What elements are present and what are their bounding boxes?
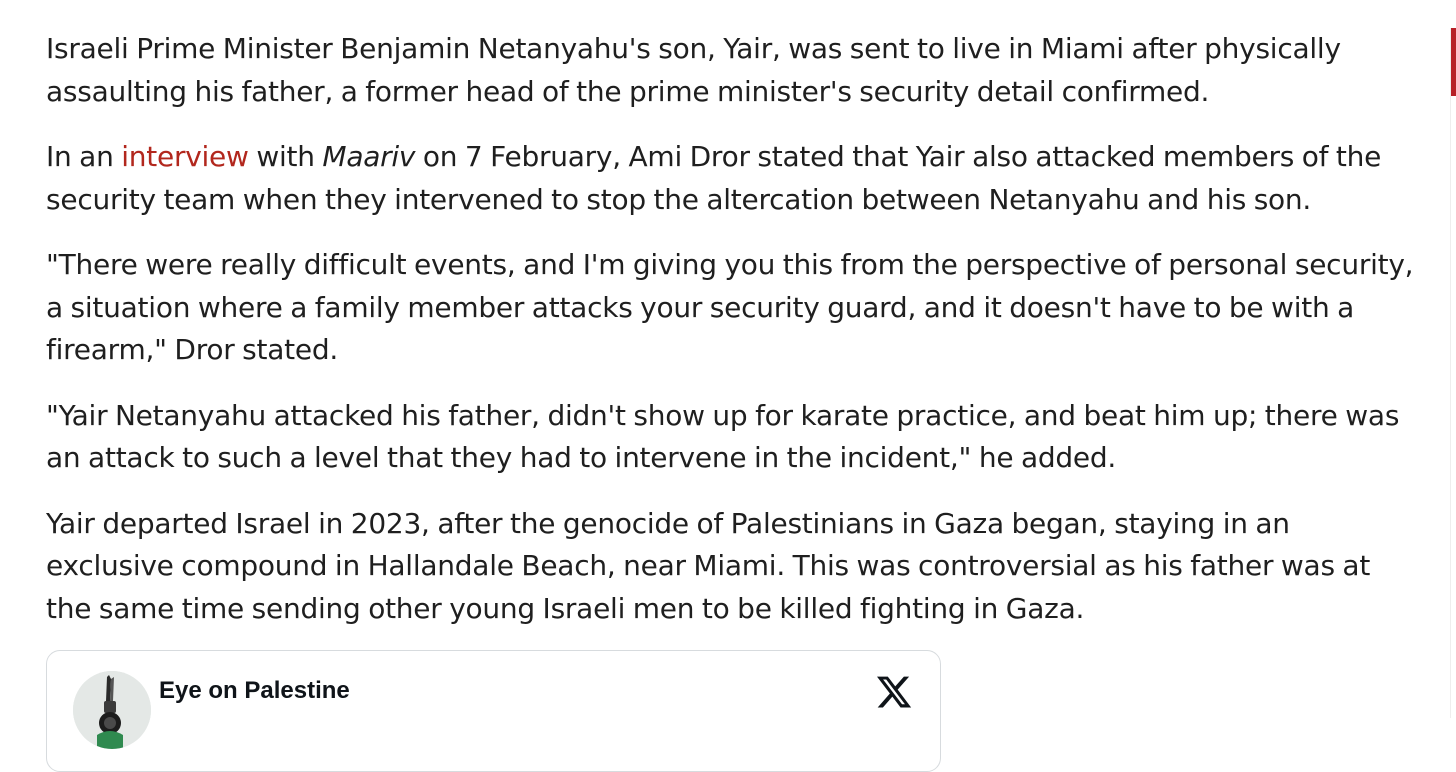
paragraph-5: Yair departed Israel in 2023, after the genocide of Palestinians in Gaza began, staying in an exclusive compound in Hallandale Beach, near Miami. This was controversial as his father was at the same time sending other young Israeli men to be killed fighting in Gaza. <box>46 506 1371 625</box>
paragraph-3: "There were really difficult events, and I'm giving you this from the perspective of personal security, a situation where a family member attacks your security guard, and it doesn't have to be with a firearm," Dror stated. <box>46 248 1414 366</box>
article-body <box>46 28 1416 653</box>
paragraph-1: Israeli Prime Minister Benjamin Netanyahu's son, Yair, was sent to live in Miami after physically assaulting his father, a former head of the prime minister's security detail confirmed. <box>46 32 1341 108</box>
paragraph-2-rest: on 7 February, Ami Dror stated that Yair also attacked members of the security team when they intervened to stop the altercation between Netanyahu and his son. <box>46 140 1382 216</box>
publication-name: Maariv <box>322 140 416 173</box>
scrollbar-track[interactable] <box>1450 28 1451 718</box>
account-name[interactable]: Eye on Palestine <box>159 677 350 704</box>
paragraph-2-intro: In an <box>46 140 122 173</box>
account-avatar[interactable] <box>73 671 151 749</box>
paragraph-2 <box>46 136 1386 221</box>
embedded-post-card[interactable] <box>46 650 941 772</box>
scroll-progress-indicator <box>1451 28 1456 96</box>
x-logo-icon[interactable] <box>875 673 913 711</box>
paragraph-2-mid: with <box>248 140 323 173</box>
paragraph-4: "Yair Netanyahu attacked his father, didn't show up for karate practice, and beat him up; there was an attack to such a level that they had to intervene in the incident," he added. <box>46 398 1400 474</box>
interview-link[interactable]: interview <box>121 140 249 173</box>
